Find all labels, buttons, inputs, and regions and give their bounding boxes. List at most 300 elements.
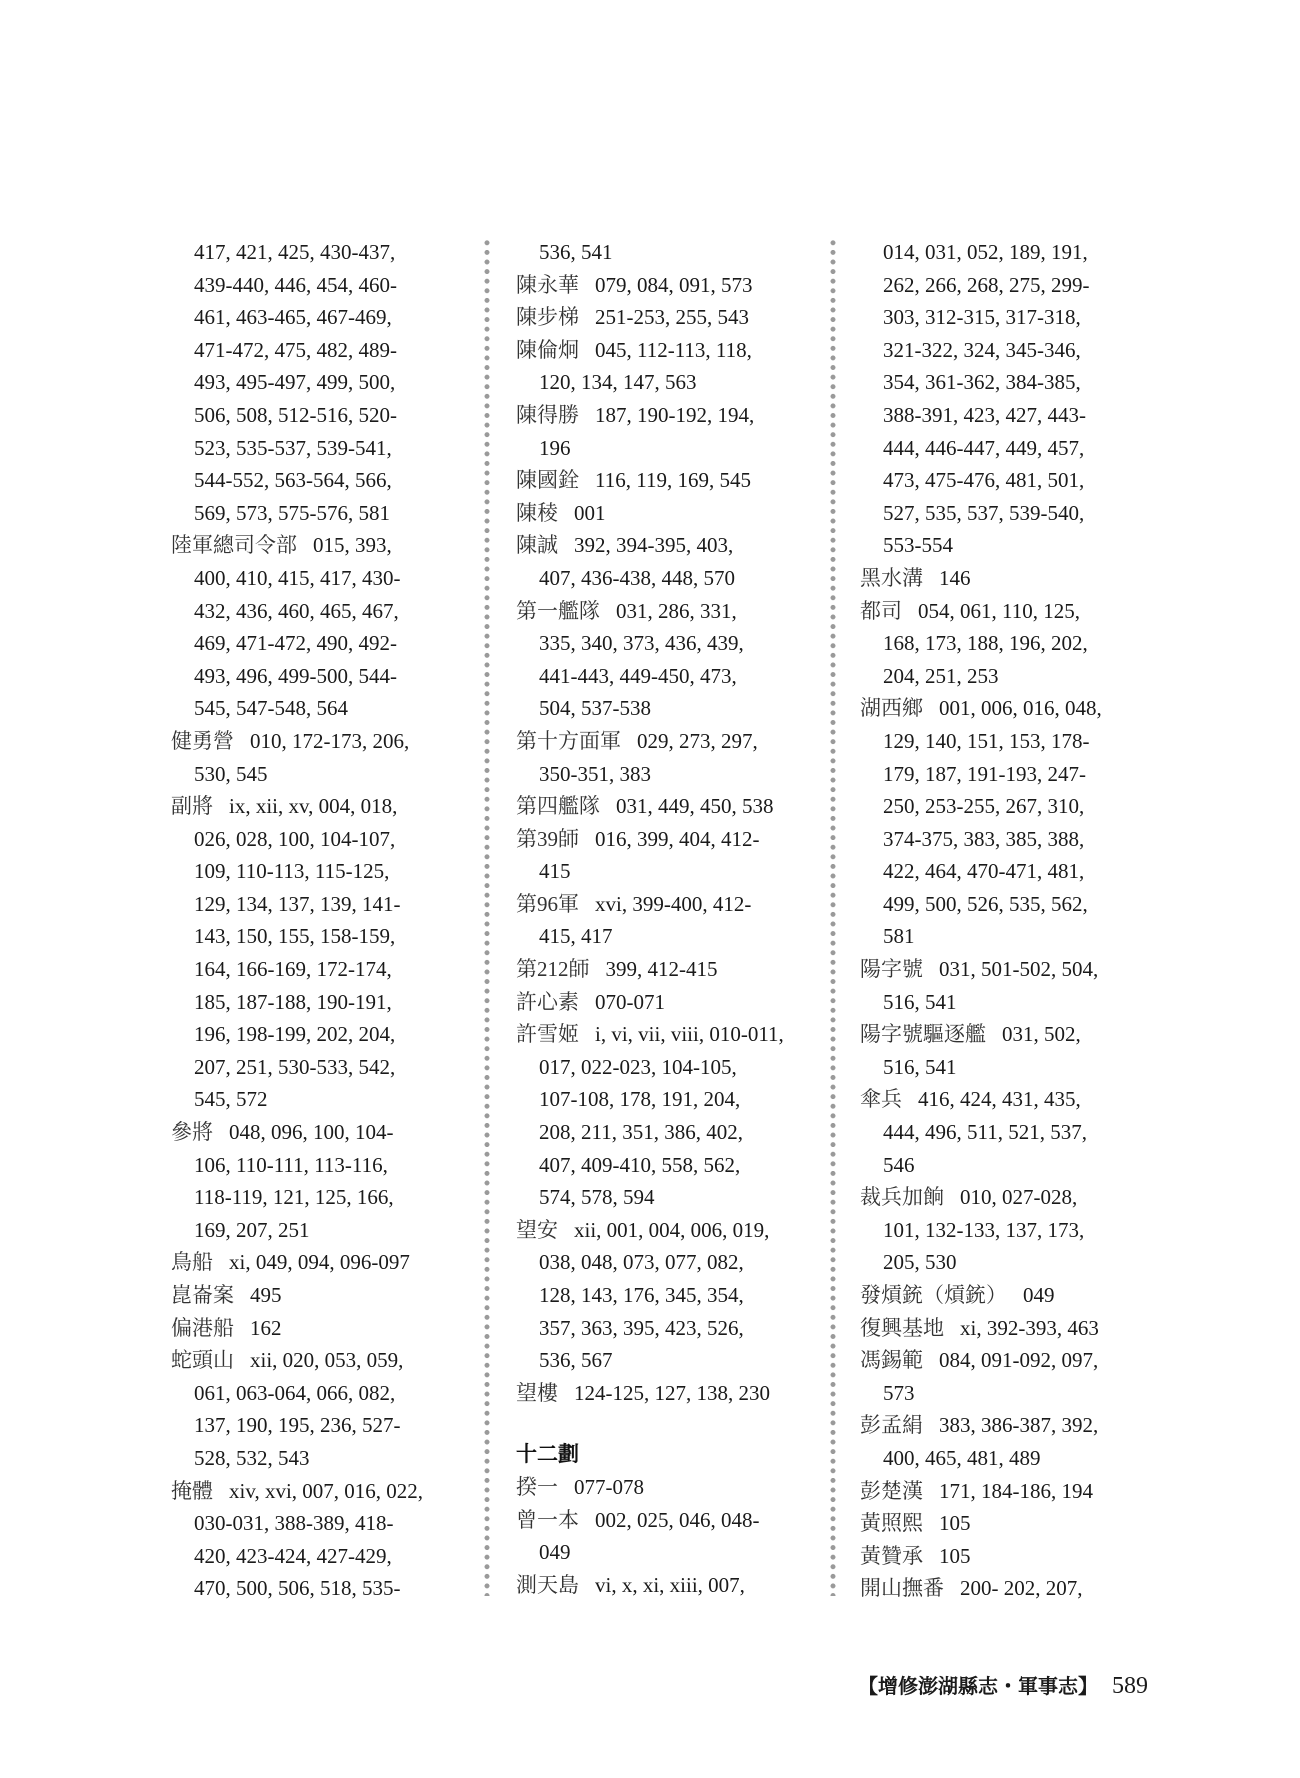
- index-line: [860, 920, 1102, 953]
- page-references: 374-375, 383, 385, 388,: [883, 826, 1085, 851]
- index-term: 發熕銃（熕銃）: [860, 1283, 1007, 1307]
- index-line: [171, 1475, 423, 1508]
- index-term: 第39師: [516, 826, 579, 851]
- index-line: [860, 464, 1102, 497]
- page-references: 516, 541: [883, 1054, 957, 1079]
- page-references: 030-031, 388-389, 418-: [194, 1511, 394, 1536]
- page-references: 129, 140, 151, 153, 178-: [883, 728, 1090, 753]
- page-references: 106, 110-111, 113-116,: [194, 1152, 388, 1177]
- index-entry: [516, 399, 784, 464]
- index-entry: [860, 1409, 1102, 1474]
- index-line: [171, 497, 423, 530]
- page-references: 001, 006, 016, 048,: [939, 696, 1102, 721]
- index-line: [516, 1149, 784, 1182]
- index-term: 陳誠: [516, 533, 558, 558]
- index-term: 復興基地: [860, 1315, 944, 1340]
- index-line: [171, 432, 423, 465]
- index-line: [171, 236, 423, 269]
- page-references: 407, 409-410, 558, 562,: [539, 1152, 741, 1177]
- page-references: 388-391, 423, 427, 443-: [883, 402, 1086, 427]
- index-entry: [860, 1475, 1102, 1508]
- index-line: [516, 562, 784, 595]
- index-line: [516, 1246, 784, 1279]
- index-line: [171, 627, 423, 660]
- index-entry: [860, 1344, 1102, 1409]
- page-references: 016, 399, 404, 412-: [595, 826, 760, 851]
- index-line: [171, 1442, 423, 1475]
- index-line: [516, 236, 784, 269]
- index-line: [516, 1312, 784, 1345]
- index-entry: [516, 1504, 784, 1569]
- page-references: 017, 022-023, 104-105,: [539, 1054, 737, 1079]
- page-references: 205, 530: [883, 1250, 957, 1275]
- index-line: [516, 953, 784, 986]
- index-entry: [516, 823, 784, 888]
- page-references: 444, 446-447, 449, 457,: [883, 435, 1085, 460]
- page-references: 354, 361-362, 384-385,: [883, 370, 1081, 395]
- page-references: 196: [539, 435, 571, 460]
- page-references: 470, 500, 506, 518, 535-: [194, 1576, 401, 1601]
- index-line: [860, 1409, 1102, 1442]
- index-line: [516, 334, 784, 367]
- index-line: [516, 1344, 784, 1377]
- index-line: [516, 399, 784, 432]
- page-references: 169, 207, 251: [194, 1217, 310, 1242]
- index-line: [860, 529, 1102, 562]
- index-term: 黑水溝: [860, 565, 923, 590]
- index-term: 都司: [860, 598, 902, 623]
- page-references: 262, 266, 268, 275, 299-: [883, 272, 1090, 297]
- index-entry: [171, 1344, 423, 1474]
- index-term: 望樓: [516, 1380, 558, 1405]
- page-references: 014, 031, 052, 189, 191,: [883, 240, 1088, 264]
- index-entry: [860, 236, 1102, 562]
- index-entry: [171, 1246, 423, 1279]
- index-line: [171, 725, 423, 758]
- page-references: 407, 436-438, 448, 570: [539, 565, 735, 590]
- page-references: 128, 143, 176, 345, 354,: [539, 1283, 744, 1307]
- page-references: 439-440, 446, 454, 460-: [194, 272, 397, 297]
- index-line: [171, 562, 423, 595]
- page-references: 084, 091-092, 097,: [939, 1348, 1099, 1373]
- page-references: xiv, xvi, 007, 016, 022,: [229, 1478, 424, 1503]
- index-column-2: [516, 236, 784, 1601]
- index-term: 揆一: [516, 1474, 558, 1499]
- index-line: [516, 1377, 784, 1410]
- page-references: 471-472, 475, 482, 489-: [194, 337, 397, 362]
- index-line: [516, 269, 784, 302]
- index-entry: [860, 1572, 1102, 1605]
- index-entry: [860, 1018, 1102, 1083]
- index-term: 第十方面軍: [516, 728, 621, 753]
- page-number: 589: [1112, 1673, 1148, 1699]
- index-line: [860, 1377, 1102, 1410]
- index-line: [860, 269, 1102, 302]
- index-line: [860, 823, 1102, 856]
- index-entry: [171, 725, 423, 790]
- index-term: 開山撫番: [860, 1576, 944, 1601]
- index-line: [171, 823, 423, 856]
- index-entry: [860, 562, 1102, 595]
- index-term: 傘兵: [860, 1087, 902, 1112]
- page-references: 400, 410, 415, 417, 430-: [194, 565, 401, 590]
- book-title: 【增修澎湖縣志・軍事志】: [858, 1676, 1098, 1698]
- index-entry: [516, 595, 784, 725]
- page-references: 335, 340, 373, 436, 439,: [539, 631, 744, 656]
- index-line: [860, 1312, 1102, 1345]
- index-line: [860, 790, 1102, 823]
- index-line: [516, 660, 784, 693]
- page-references: 026, 028, 100, 104-107,: [194, 826, 396, 851]
- index-line: [860, 1149, 1102, 1182]
- index-line: [171, 986, 423, 1019]
- page-references: 124-125, 127, 138, 230: [574, 1380, 770, 1405]
- page-references: 196, 198-199, 202, 204,: [194, 1022, 396, 1047]
- index-term: 陳永華: [516, 272, 579, 297]
- page-references: 137, 190, 195, 236, 527-: [194, 1413, 401, 1438]
- index-line: [860, 1083, 1102, 1116]
- page-references: 162: [250, 1315, 282, 1340]
- page-references: 546: [883, 1152, 915, 1177]
- index-line: [860, 660, 1102, 693]
- index-line: [516, 758, 784, 791]
- page-references: 049: [1023, 1283, 1055, 1307]
- page-references: 171, 184-186, 194: [939, 1478, 1093, 1503]
- index-term: 參將: [171, 1120, 213, 1145]
- index-line: [516, 627, 784, 660]
- index-term: 陸軍總司令部: [171, 533, 297, 558]
- index-term: 掩體: [171, 1478, 213, 1503]
- index-line: [860, 497, 1102, 530]
- index-entry: [516, 236, 784, 269]
- index-term: 陳國銓: [516, 468, 579, 493]
- index-line: [171, 1409, 423, 1442]
- index-line: [516, 725, 784, 758]
- page-references: 077-078: [574, 1474, 644, 1499]
- index-line: [171, 1572, 423, 1605]
- index-line: [171, 1246, 423, 1279]
- page-references: 350-351, 383: [539, 761, 651, 786]
- index-line: [171, 1507, 423, 1540]
- index-entry: [860, 953, 1102, 1018]
- index-line: [516, 497, 784, 530]
- page-references: 200- 202, 207,: [960, 1576, 1083, 1601]
- index-line: [516, 1083, 784, 1116]
- index-line: [516, 1279, 784, 1312]
- index-term: 陳稜: [516, 500, 558, 525]
- page-references: 250, 253-255, 267, 310,: [883, 794, 1085, 819]
- index-line: [171, 953, 423, 986]
- page-references: 581: [883, 924, 915, 949]
- index-line: [171, 790, 423, 823]
- index-line: [516, 595, 784, 628]
- index-entry: [171, 529, 423, 725]
- index-line: [860, 627, 1102, 660]
- index-term: 黃照熙: [860, 1511, 923, 1536]
- page-references: 061, 063-064, 066, 082,: [194, 1380, 396, 1405]
- index-line: [860, 595, 1102, 628]
- index-line: [171, 301, 423, 334]
- index-line: [171, 758, 423, 791]
- index-entry: [171, 1116, 423, 1246]
- page-references: 422, 464, 470-471, 481,: [883, 859, 1085, 884]
- index-line: [516, 888, 784, 921]
- page-references: xvi, 399-400, 412-: [595, 891, 752, 916]
- index-entry: [860, 1312, 1102, 1345]
- page-references: 010, 172-173, 206,: [250, 728, 410, 753]
- index-line: [516, 692, 784, 725]
- page-references: 528, 532, 543: [194, 1445, 310, 1470]
- index-line: [860, 1181, 1102, 1214]
- index-column-1: [171, 236, 423, 1605]
- page-references: 461, 463-465, 467-469,: [194, 305, 392, 330]
- page-references: ix, xii, xv, 004, 018,: [229, 794, 398, 819]
- page-references: 399, 412-415: [605, 957, 718, 982]
- page-references: 536, 541: [539, 240, 613, 264]
- index-line: [171, 595, 423, 628]
- page-references: 107-108, 178, 191, 204,: [539, 1087, 741, 1112]
- index-line: [171, 1312, 423, 1345]
- index-entry: [516, 888, 784, 953]
- page-references: 116, 119, 169, 545: [595, 468, 751, 493]
- page-references: 001: [574, 500, 606, 525]
- index-entry: [516, 497, 784, 530]
- page-references: xi, 392-393, 463: [960, 1315, 1099, 1340]
- page-references: 544-552, 563-564, 566,: [194, 468, 392, 493]
- index-line: [860, 366, 1102, 399]
- index-entry: [860, 1507, 1102, 1540]
- index-line: [860, 855, 1102, 888]
- index-entry: [516, 790, 784, 823]
- page-references: 527, 535, 537, 539-540,: [883, 500, 1085, 525]
- index-line: [860, 758, 1102, 791]
- index-term: 第四艦隊: [516, 794, 600, 819]
- page-references: 493, 496, 499-500, 544-: [194, 663, 397, 688]
- page-references: 031, 449, 450, 538: [616, 794, 774, 819]
- index-entry: [860, 1279, 1102, 1312]
- index-term: 陽字號: [860, 957, 923, 982]
- index-line: [860, 301, 1102, 334]
- page-references: 105: [939, 1511, 971, 1536]
- index-entry: [516, 1214, 784, 1377]
- index-term: 鳥船: [171, 1250, 213, 1275]
- index-term: 健勇營: [171, 728, 234, 753]
- page-references: 029, 273, 297,: [637, 728, 758, 753]
- index-line: [171, 366, 423, 399]
- page-references: 493, 495-497, 499, 500,: [194, 370, 396, 395]
- index-line: [860, 1475, 1102, 1508]
- index-line: [860, 1442, 1102, 1475]
- index-term: 第96軍: [516, 891, 579, 916]
- index-term: 馮錫範: [860, 1348, 923, 1373]
- index-line: [171, 269, 423, 302]
- page-references: 031, 286, 331,: [616, 598, 737, 623]
- page-references: 109, 110-113, 115-125,: [194, 859, 390, 884]
- page-references: 420, 423-424, 427-429,: [194, 1543, 392, 1568]
- index-line: [171, 529, 423, 562]
- index-line: [171, 1181, 423, 1214]
- index-line: [516, 1051, 784, 1084]
- index-line: [171, 920, 423, 953]
- page-references: 204, 251, 253: [883, 663, 999, 688]
- index-line: [860, 1018, 1102, 1051]
- index-line: [516, 1214, 784, 1247]
- page-references: 038, 048, 073, 077, 082,: [539, 1250, 744, 1275]
- page-references: 473, 475-476, 481, 501,: [883, 468, 1085, 493]
- index-term: 偏港船: [171, 1315, 234, 1340]
- index-entry: [516, 464, 784, 497]
- page-references: 432, 436, 460, 465, 467,: [194, 598, 399, 623]
- page-references: 179, 187, 191-193, 247-: [883, 761, 1086, 786]
- page-references: 495: [250, 1283, 282, 1307]
- page-references: 516, 541: [883, 989, 957, 1014]
- page-references: 120, 134, 147, 563: [539, 370, 697, 395]
- page-references: 101, 132-133, 137, 173,: [883, 1217, 1085, 1242]
- page-references: 553-554: [883, 533, 953, 558]
- page-references: 146: [939, 565, 971, 590]
- index-line: [516, 432, 784, 465]
- index-line: [516, 1181, 784, 1214]
- page-references: 143, 150, 155, 158-159,: [194, 924, 396, 949]
- page-references: 523, 535-537, 539-541,: [194, 435, 392, 460]
- index-term: 崑崙案: [171, 1283, 234, 1307]
- index-entry: [516, 725, 784, 790]
- page-references: 015, 393,: [313, 533, 392, 558]
- page-references: 415, 417: [539, 924, 613, 949]
- index-term: 蛇頭山: [171, 1348, 234, 1373]
- index-line: [860, 1116, 1102, 1149]
- index-entry: [171, 1475, 423, 1605]
- page-references: 187, 190-192, 194,: [595, 402, 755, 427]
- index-line: [516, 855, 784, 888]
- page-references: xii, 001, 004, 006, 019,: [574, 1217, 770, 1242]
- page-references: 444, 496, 511, 521, 537,: [883, 1120, 1087, 1145]
- index-line: [516, 823, 784, 856]
- index-line: [860, 1279, 1102, 1312]
- index-line: [171, 1149, 423, 1182]
- page-references: 499, 500, 526, 535, 562,: [883, 891, 1088, 916]
- index-line: [860, 888, 1102, 921]
- page-references: 079, 084, 091, 573: [595, 272, 753, 297]
- index-entry: [516, 334, 784, 399]
- index-line: [516, 920, 784, 953]
- page-references: 400, 465, 481, 489: [883, 1445, 1041, 1470]
- index-line: [171, 692, 423, 725]
- page-references: 185, 187-188, 190-191,: [194, 989, 392, 1014]
- index-entry: [516, 1569, 784, 1602]
- index-entry: [516, 1377, 784, 1410]
- index-line: [516, 464, 784, 497]
- page-references: 048, 096, 100, 104-: [229, 1120, 394, 1145]
- index-line: [860, 986, 1102, 1019]
- index-line: [860, 1051, 1102, 1084]
- index-entry: [860, 1181, 1102, 1279]
- index-line: [171, 1344, 423, 1377]
- index-line: [860, 725, 1102, 758]
- index-line: [860, 1344, 1102, 1377]
- page-references: 251-253, 255, 543: [595, 305, 749, 330]
- page-references: 441-443, 449-450, 473,: [539, 663, 737, 688]
- index-line: [860, 432, 1102, 465]
- index-line: [171, 334, 423, 367]
- index-entry: [171, 236, 423, 529]
- page-references: 303, 312-315, 317-318,: [883, 305, 1081, 330]
- index-line: [171, 888, 423, 921]
- index-line: [516, 986, 784, 1019]
- index-line: [860, 692, 1102, 725]
- index-term: 陳步梯: [516, 305, 579, 330]
- page-references: 416, 424, 431, 435,: [918, 1087, 1081, 1112]
- index-line: [516, 790, 784, 823]
- index-line: [860, 1572, 1102, 1605]
- index-line: [860, 399, 1102, 432]
- index-line: [860, 334, 1102, 367]
- index-line: [171, 1083, 423, 1116]
- page-references: 321-322, 324, 345-346,: [883, 337, 1081, 362]
- index-entry: [516, 529, 784, 594]
- index-line: [516, 366, 784, 399]
- index-term: 曾一本: [516, 1507, 579, 1532]
- page-references: 049: [539, 1540, 571, 1565]
- page-references: 070-071: [595, 989, 665, 1014]
- index-term: 測天島: [516, 1572, 579, 1597]
- index-entry: [516, 1471, 784, 1504]
- page-references: xi, 049, 094, 096-097: [229, 1250, 410, 1275]
- index-line: [516, 1116, 784, 1149]
- section-heading: 十二劃: [516, 1442, 579, 1467]
- index-line: [516, 1471, 784, 1504]
- page-references: 536, 567: [539, 1348, 613, 1373]
- page-references: 129, 134, 137, 139, 141-: [194, 891, 401, 916]
- page-references: 392, 394-395, 403,: [574, 533, 734, 558]
- page-references: 504, 537-538: [539, 696, 651, 721]
- index-line: [860, 1214, 1102, 1247]
- index-entry: [516, 301, 784, 334]
- page-references: 105: [939, 1543, 971, 1568]
- index-term: 副將: [171, 794, 213, 819]
- index-term: 第212師: [516, 957, 590, 982]
- index-line: [171, 1051, 423, 1084]
- page-references: 031, 501-502, 504,: [939, 957, 1099, 982]
- index-term: 陽字號驅逐艦: [860, 1022, 986, 1047]
- dotted-column-divider: [484, 238, 490, 1596]
- index-entry: [171, 1312, 423, 1345]
- index-term: 陳倫炯: [516, 337, 579, 362]
- page-references: 545, 547-548, 564: [194, 696, 348, 721]
- page-references: i, vi, vii, viii, 010-011,: [595, 1022, 784, 1047]
- page-references: 417, 421, 425, 430-437,: [194, 240, 396, 264]
- index-line: [171, 1214, 423, 1247]
- index-term: 許雪姬: [516, 1022, 579, 1047]
- index-line: [860, 1246, 1102, 1279]
- index-column-3: [860, 236, 1102, 1605]
- index-entry: [516, 986, 784, 1019]
- index-line: [516, 529, 784, 562]
- page-references: 506, 508, 512-516, 520-: [194, 402, 397, 427]
- index-line: [860, 236, 1102, 269]
- page-references: 002, 025, 046, 048-: [595, 1507, 760, 1532]
- page-references: 357, 363, 395, 423, 526,: [539, 1315, 744, 1340]
- index-entry: [860, 1083, 1102, 1181]
- index-line: [171, 660, 423, 693]
- index-term: 湖西鄉: [860, 696, 923, 721]
- index-term: 黃贊承: [860, 1543, 923, 1568]
- page-references: vi, x, xi, xiii, 007,: [595, 1572, 745, 1597]
- page-references: 168, 173, 188, 196, 202,: [883, 631, 1088, 656]
- page-references: 010, 027-028,: [960, 1185, 1078, 1210]
- index-term: 陳得勝: [516, 402, 579, 427]
- page-references: 207, 251, 530-533, 542,: [194, 1054, 396, 1079]
